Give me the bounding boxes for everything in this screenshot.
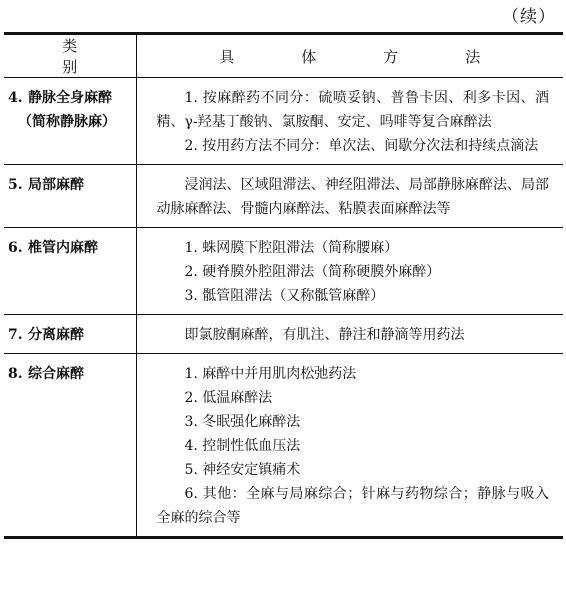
category-cell bbox=[4, 315, 136, 354]
methods-cell bbox=[136, 78, 563, 165]
category-number: 5. bbox=[8, 177, 23, 193]
methods-cell bbox=[136, 165, 563, 228]
method-paragraph: 6. 其他：全麻与局麻综合；针麻与药物综合；静脉与吸入全麻的综合等 bbox=[156, 486, 549, 526]
category-name: 静脉全身麻醉 bbox=[28, 90, 112, 106]
method-item: 3. 冬眠强化麻醉法 bbox=[184, 414, 301, 430]
table-row bbox=[4, 165, 563, 228]
category-name: 分离麻醉 bbox=[28, 327, 84, 343]
anesthesia-methods-table bbox=[4, 32, 563, 539]
method-item: 1. 蛛网膜下腔阻滞法（简称腰麻） bbox=[184, 240, 399, 256]
method-paragraph: 即氯胺酮麻醉，有肌注、静注和静滴等用药法 bbox=[184, 327, 465, 343]
category-name: 局部麻醉 bbox=[28, 177, 84, 193]
category-number: 4. bbox=[8, 90, 23, 106]
table-row bbox=[4, 354, 563, 538]
category-number: 6. bbox=[8, 240, 23, 256]
table-header-row bbox=[4, 34, 563, 78]
method-paragraph: 2. 按用药方法不同分：单次法、间歇分次法和持续点滴法 bbox=[184, 138, 539, 154]
category-subtitle: （简称静脉麻） bbox=[18, 114, 116, 130]
category-cell bbox=[4, 165, 136, 228]
category-name: 椎管内麻醉 bbox=[28, 240, 98, 256]
category-number: 7. bbox=[8, 327, 23, 343]
table-row bbox=[4, 78, 563, 165]
category-number: 8. bbox=[8, 366, 23, 382]
continued-mark: （续） bbox=[502, 7, 556, 27]
method-paragraph: 浸润法、区域阻滞法、神经阻滞法、局部静脉麻醉法、局部动脉麻醉法、骨髓内麻醉法、粘膜表面麻醉法等 bbox=[156, 177, 549, 217]
methods-cell bbox=[136, 228, 563, 315]
category-name: 综合麻醉 bbox=[28, 366, 84, 382]
header-methods: 具 体 方 法 bbox=[219, 47, 507, 66]
header-category: 类 别 bbox=[4, 34, 136, 78]
methods-cell bbox=[136, 315, 563, 354]
method-item: 2. 硬脊膜外腔阻滞法（简称硬膜外麻醉） bbox=[184, 264, 441, 280]
category-cell bbox=[4, 78, 136, 165]
method-item: 5. 神经安定镇痛术 bbox=[184, 462, 301, 478]
method-item: 4. 控制性低血压法 bbox=[184, 438, 301, 454]
methods-cell bbox=[136, 354, 563, 538]
category-cell bbox=[4, 228, 136, 315]
table-row bbox=[4, 228, 563, 315]
table-row bbox=[4, 315, 563, 354]
category-cell bbox=[4, 354, 136, 538]
method-item: 2. 低温麻醉法 bbox=[184, 390, 273, 406]
method-paragraph: 1. 按麻醉药不同分：硫喷妥钠、普鲁卡因、利多卡因、酒精、γ-羟基丁酸钠、氯胺酮、安定、吗啡等复合麻醉法 bbox=[156, 90, 549, 130]
method-item: 3. 骶管阻滞法（又称骶管麻醉） bbox=[184, 288, 385, 304]
method-item: 1. 麻醉中并用肌肉松弛药法 bbox=[184, 366, 357, 382]
